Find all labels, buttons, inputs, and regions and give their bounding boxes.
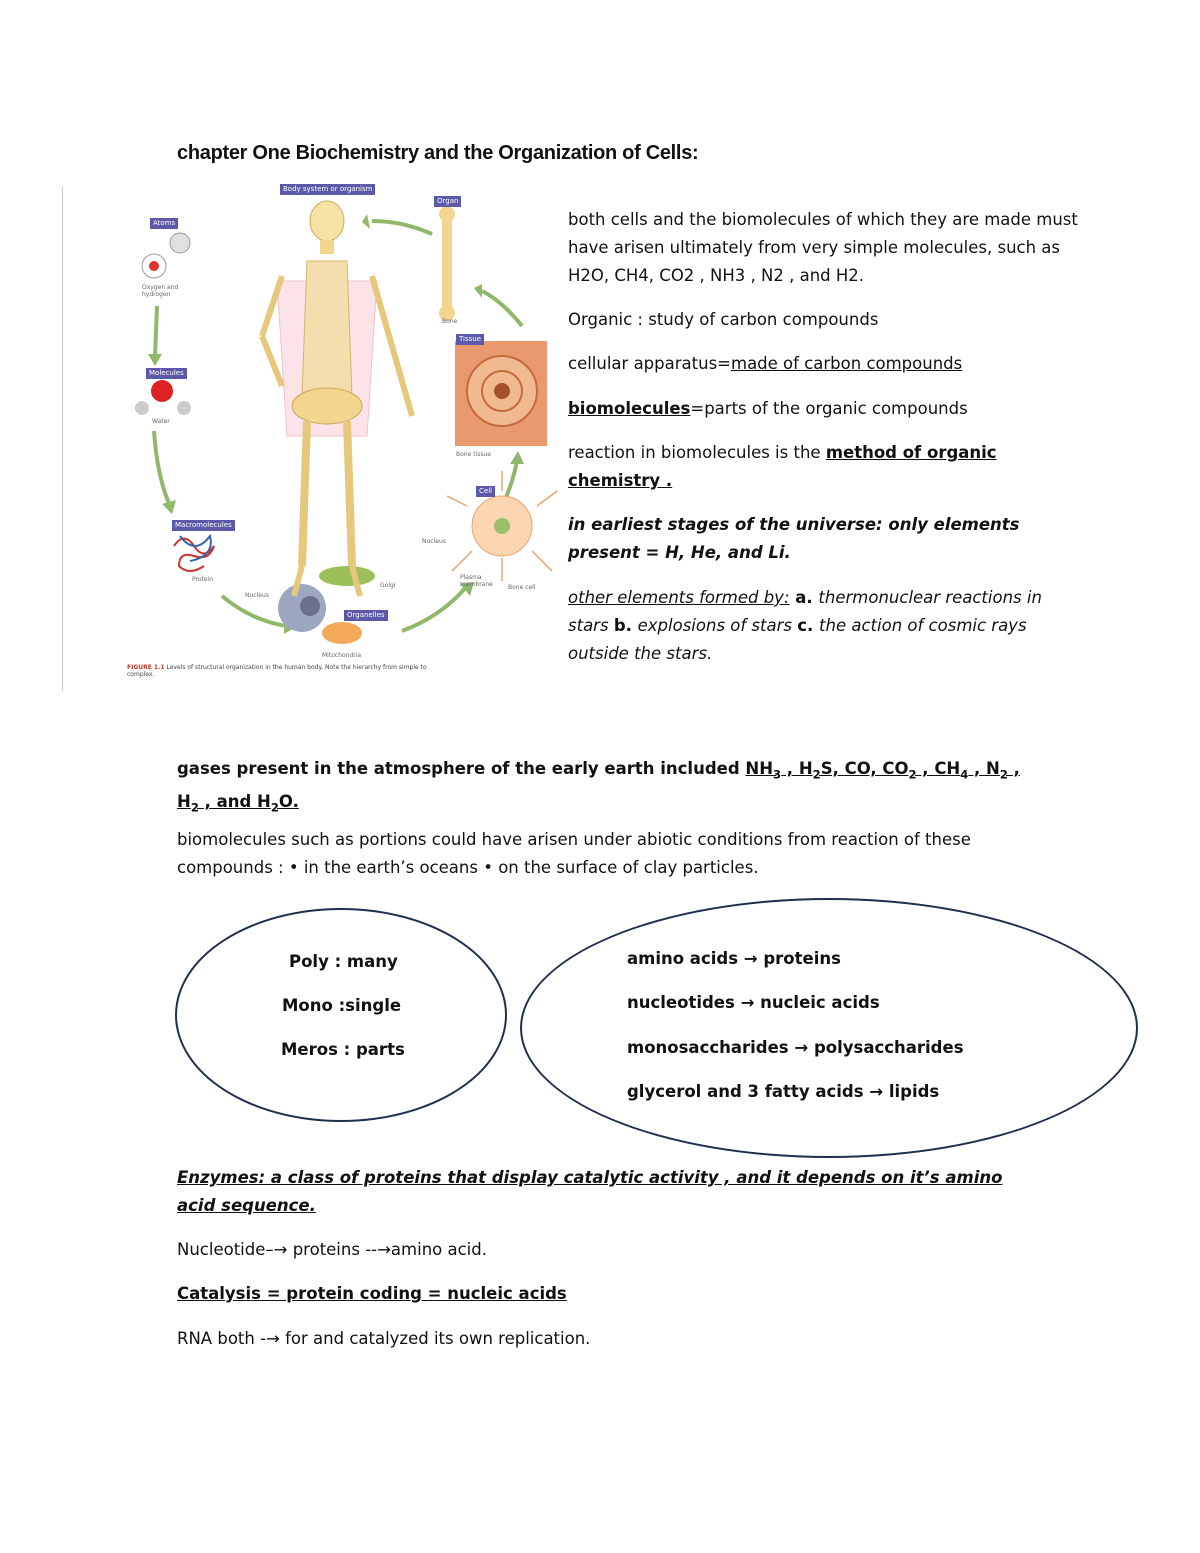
paragraph-biomolecules	[568, 395, 1078, 423]
polymer-proteins: amino acids → proteins	[627, 949, 841, 968]
g-s3: 3	[773, 767, 782, 782]
paragraph-earliest-stages: in earliest stages of the universe: only elements present = H, He, and Li.	[568, 515, 1020, 562]
polymer-nucleic-acids: nucleotides → nucleic acids	[627, 993, 880, 1012]
other-elements-head: other elements formed by:	[568, 588, 790, 607]
item-b: b.	[613, 616, 638, 635]
item-b-text: explosions of stars	[637, 616, 798, 635]
biomolecules-def: =parts of the organic compounds	[690, 399, 968, 418]
small-protein: Protein	[192, 576, 214, 583]
reaction-method: method of organic chemistry .	[568, 443, 997, 490]
small-plasma-membrane: Plasma membrane	[460, 574, 493, 588]
small-water: Water	[152, 418, 170, 425]
g-s2d: 2	[190, 800, 199, 815]
small-bone: Bone	[442, 318, 458, 325]
caption-label: FIGURE 1.1	[127, 664, 165, 671]
small-nucleus: Nucleus	[245, 592, 269, 599]
organization-figure	[62, 186, 610, 691]
item-a-text: thermonuclear reactions in stars	[568, 588, 1042, 635]
g-s2c: 2	[999, 767, 1008, 782]
small-nucleus-2: Nucleus	[422, 538, 446, 545]
prefix-mono: Mono :single	[282, 996, 402, 1015]
paragraph-catalysis: Catalysis = protein coding = nucleic acids	[177, 1284, 567, 1303]
label-molecules: Molecules	[146, 368, 187, 379]
label-macromolecules: Macromolecules	[172, 520, 235, 531]
small-oxygen-hydrogen: Oxygen and hydrogen	[142, 284, 179, 298]
paragraph-gases	[177, 755, 1037, 822]
biomolecules-term: biomolecules	[568, 399, 691, 418]
g-rest4: , H	[177, 759, 1020, 812]
paragraph-origin: both cells and the biomolecules of which they are made must have arisen ultimately from very simple molecules, such as H2O, CH4, CO2 , NH3 , N2 , and H2.	[568, 210, 1078, 285]
label-organelles: Organelles	[344, 610, 388, 621]
g-rest3: , N	[968, 759, 1000, 778]
small-bone-tissue: Bone tissue	[456, 451, 491, 458]
cellular-apparatus-value: made of carbon compounds	[731, 354, 963, 373]
paragraph-nucleotide: Nucleotide–→ proteins --→amino acid.	[177, 1240, 487, 1259]
cellular-apparatus-label: cellular apparatus=	[568, 354, 731, 373]
g-sep1: , H	[781, 759, 813, 778]
paragraph-cellular-apparatus	[568, 350, 1078, 378]
paragraph-organic: Organic : study of carbon compounds	[568, 310, 879, 329]
paragraph-abiotic: biomolecules such as portions could have arisen under abiotic conditions from reaction of these compounds : • in the earth’s oceans • on the surface of clay particles.	[177, 830, 971, 877]
gases-lead: gases present in the atmosphere of the early earth included	[177, 759, 746, 778]
paragraph-enzymes: Enzymes: a class of proteins that display catalytic activity , and it depends on it’s amino acid sequence.	[177, 1168, 1003, 1215]
g-s2a: 2	[812, 767, 821, 782]
small-golgi: Golgi	[380, 582, 396, 589]
page-title: chapter One Biochemistry and the Organization of Cells:	[177, 142, 699, 164]
paragraph-reaction	[568, 439, 1038, 495]
g-nh: NH	[745, 759, 774, 778]
g-rest6: O.	[278, 792, 299, 812]
g-rest5: , and H	[198, 792, 271, 812]
paragraph-other-elements	[568, 584, 1068, 668]
g-rest2: , CH	[916, 759, 961, 778]
prefix-meros: Meros : parts	[281, 1040, 405, 1059]
item-a: a.	[789, 588, 819, 607]
label-organ: Organ	[434, 196, 461, 207]
label-body: Body system or organism	[280, 184, 375, 195]
label-atoms: Atoms	[150, 218, 178, 229]
g-s2e: 2	[270, 800, 279, 815]
oval-polymers	[520, 898, 1138, 1158]
small-mitochondria: Mitochondria	[322, 652, 362, 659]
figure-caption	[127, 664, 437, 678]
g-s4: 4	[960, 767, 969, 782]
small-bone-cell: Bone cell	[508, 584, 536, 591]
polymer-polysaccharides: monosaccharides → polysaccharides	[627, 1038, 964, 1057]
g-s2b: 2	[908, 767, 917, 782]
label-cell: Cell	[476, 486, 495, 497]
caption-text: Levels of structural organization in the human body. Note the hierarchy from simple to complex.	[127, 664, 427, 678]
reaction-text: reaction in biomolecules is the	[568, 443, 826, 462]
item-c-text: the action of cosmic rays outside the stars.	[568, 616, 1027, 663]
polymer-lipids: glycerol and 3 fatty acids → lipids	[627, 1082, 940, 1101]
g-rest1: S, CO, CO	[820, 759, 909, 778]
label-tissue: Tissue	[456, 334, 484, 345]
item-c: c.	[797, 616, 820, 635]
paragraph-rna: RNA both -→ for and catalyzed its own replication.	[177, 1329, 591, 1348]
figure-illustration	[62, 186, 610, 691]
prefix-poly: Poly : many	[289, 952, 398, 971]
